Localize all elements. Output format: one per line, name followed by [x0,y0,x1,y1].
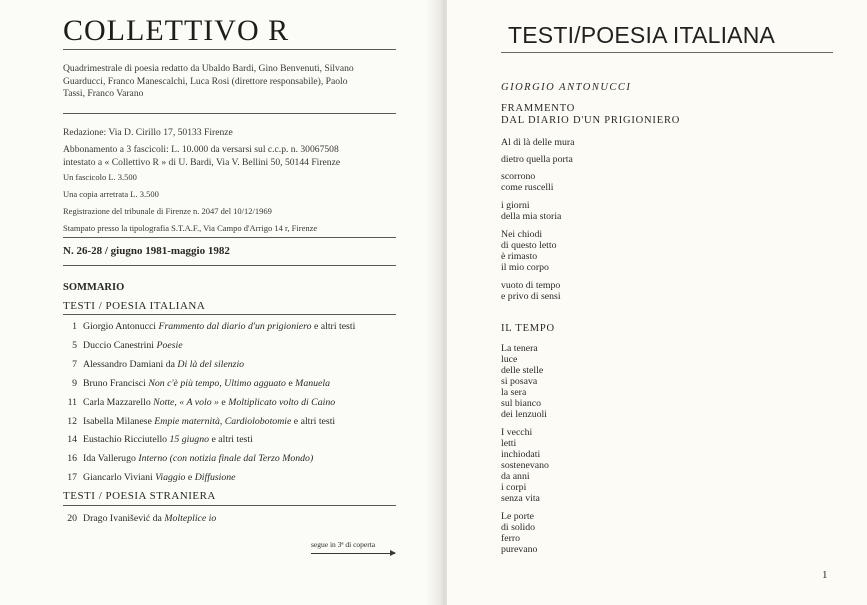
toc-post: e altri testi [311,321,356,332]
toc-post: e [185,472,195,484]
toc-pre: Isabella Milanese [83,415,155,427]
section-rule [63,314,396,315]
toc-post: e altri testi [209,434,253,446]
toc-italic: Notte, « A volo » [153,396,219,408]
toc-entry [63,359,244,370]
arrow-right-icon [311,553,395,554]
section-heading-straniera: TESTI / POESIA STRANIERA [63,490,216,502]
section-rule [63,505,396,506]
toc-entry [63,513,216,524]
stampato: Stampato presso la tipolografia S.T.A.F., Via Campo d'Arrigo 14 r, Firenze [63,223,318,233]
segue-note: segue in 3ª di coperta [311,540,376,549]
poem-stanza: Nei chiodi di questo letto è rimasto il mio corpo [501,229,557,273]
toc-pre: Giancarlo Viviani [83,472,156,484]
toc-num: 20 [67,513,77,524]
poem-stanza: scorrono come ruscelli [501,171,554,193]
page-number: 1 [822,569,828,581]
toc-num: 12 [67,415,77,427]
author-name: GIORGIO ANTONUCCI [501,82,632,93]
toc-num: 9 [72,377,77,389]
abbonamento-line: intestato a « Collettivo R » di U. Bardi, Via V. Bellini 50, 50144 Firenze [63,156,341,168]
sommario-heading: SOMMARIO [63,282,125,293]
toc-pre: Drago Ivanišević da [83,513,165,524]
section-title: TESTI/POESIA ITALIANA [508,22,776,48]
colophon-rule [63,237,396,238]
redazione: Redazione: Via D. Cirillo 17, 50133 Firenze [63,127,233,138]
toc-pre: Eustachio Ricciutello [83,434,170,446]
poem-stanza: Le porte di solido ferro purevano [501,511,538,555]
abbonamento-line: Abbonamento a 3 fascicoli: L. 10.000 da versarsi sul c.c.p. n. 30067508 [63,144,339,155]
toc-num: 7 [72,358,77,370]
poem-stanza: dietro quella porta [501,154,573,165]
toc-pre: Giorgio Antonucci [83,321,159,332]
poem-title-line: DAL DIARIO D'UN PRIGIONIERO [501,115,681,126]
poem-title [501,103,680,127]
toc-italic: Poesie [156,339,183,351]
toc-italic: Di là del silenzio [177,358,245,370]
registrazione: Registrazione del tribunale di Firenze n. 2047 del 10/12/1969 [63,206,272,216]
toc-entry [63,321,355,332]
toc-post: e altri testi [291,415,336,427]
abbonamento [63,144,340,169]
toc-post: e [218,396,229,408]
toc-num: 16 [67,453,77,465]
toc-italic: Molteplice io [164,513,217,524]
issue-number: N. 26-28 / giugno 1981-maggio 1982 [63,245,230,257]
poem-stanza: i giorni della mia storia [501,200,562,222]
toc-italic: Interno (con notizia finale dal Terzo Mondo) [138,453,314,465]
toc-italic: Empie maternità, Cardiolobotomie [154,415,292,427]
arretrata-price: Una copia arretrata L. 3.500 [63,189,159,199]
toc-italic: Viaggio [155,472,186,484]
intro-line: Tassi, Franco Varano [63,88,144,99]
toc-pre: Alessandro Damiani da [83,358,178,370]
poem-stanza: Al di là delle mura [501,137,575,148]
toc-entry [63,397,335,408]
poem-stanza: vuoto di tempo e privo di sensi [501,280,561,302]
fascicolo-price: Un fascicolo L. 3.500 [63,172,137,182]
toc-entry [63,472,236,483]
intro-line: Quadrimestrale di poesia redatto da Ubaldo Bardi, Gino Benvenuti, Silvano [63,63,354,74]
toc-italic2: Manuela [295,377,330,389]
toc-italic2: Diffusione [194,472,236,484]
intro-rule [63,113,396,114]
section-heading-italiana: TESTI / POESIA ITALIANA [63,300,206,312]
toc-pre: Ida Vallerugo [83,453,139,465]
toc-num: 17 [67,472,77,484]
toc-italic: 15 giugno [169,434,209,446]
toc-pre: Duccio Canestrini [83,339,157,351]
toc-num: 14 [67,434,77,446]
toc-pre: Carla Mazzarello [83,396,154,408]
toc-entry [63,378,330,389]
toc-num: 1 [72,321,77,332]
toc-num: 11 [67,396,77,408]
toc-italic: Frammento dal diario d'un prigioniero [158,321,312,332]
masthead-rule [63,49,396,50]
intro-line: Guarducci, Franco Manescalchi, Luca Rosi (direttore responsabile), Paolo [63,75,348,87]
toc-italic2: Moltiplicato volto di Caino [228,396,336,408]
toc-entry [63,453,313,464]
toc-entry [63,416,335,427]
poem-title-line: FRAMMENTO [501,103,576,114]
toc-italic: Non c'è più tempo, Ultimo agguato [148,377,286,389]
intro-text [63,63,354,101]
title-rule [501,52,833,53]
issue-rule [63,265,396,266]
toc-entry [63,340,183,351]
toc-pre: Bruno Francisci [83,377,149,389]
masthead: COLLETTIVO R [63,14,290,47]
poem-stanza: I vecchi letti inchiodati sostenevano da anni i corpi senza vita [501,427,549,504]
poem-stanza: La tenera luce delle stelle si posava la sera sul bianco dei lenzuoli [501,343,547,420]
toc-num: 5 [72,339,77,351]
toc-post: e [285,377,296,389]
poem-title: IL TEMPO [501,323,555,334]
toc-entry [63,434,253,445]
